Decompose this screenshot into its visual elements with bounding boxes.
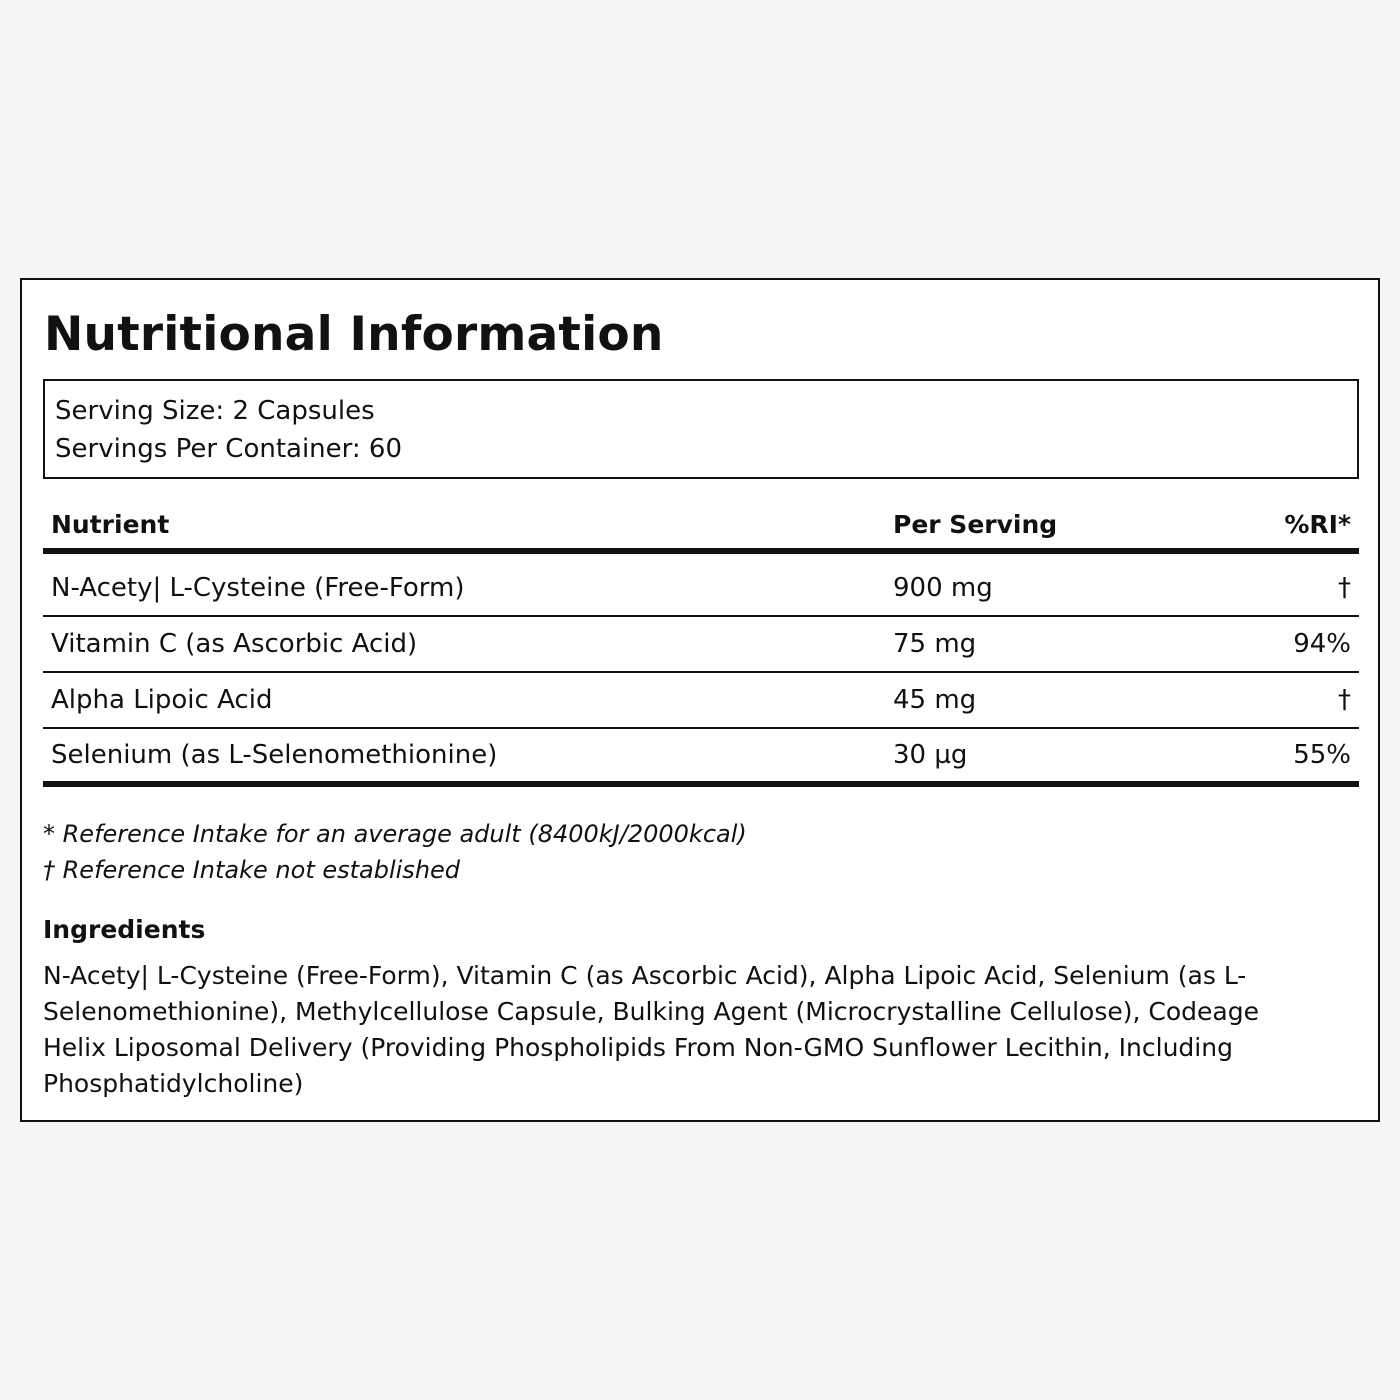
nutrition-label-panel [20,278,1380,1122]
nutrient-amount: 900 mg [893,573,993,603]
nutrient-amount: 75 mg [893,629,977,659]
servings-per-container: Servings Per Container: 60 [55,434,403,464]
table-row [43,673,1359,729]
nutrient-name: N-Acety| L-Cysteine (Free-Form) [51,573,465,603]
footnote-reference-intake: * Reference Intake for an average adult (8400kJ/2000kcal) [43,820,747,848]
nutrient-ri: † [1338,573,1351,603]
header-per-serving: Per Serving [893,509,1058,539]
ingredients-text: N-Acety| L-Cysteine (Free-Form), Vitamin C (as Ascorbic Acid), Alpha Lipoic Acid, Selenium (as L-Selenomethionine), Methylcellulose Capsule, Bulking Agent (Microcrystalline Cellulose), Codeage Helix Liposomal Delivery (Providing Phospholipids From Non-GMO Sunflower Lecithin, Including Phosphatidylcholine) [43,961,1259,1098]
label-title: Nutritional Information [44,307,664,362]
table-row [43,729,1359,787]
serving-info-box [43,379,1359,479]
footnote-not-established: † Reference Intake not established [43,856,461,884]
table-row [43,617,1359,673]
serving-size: Serving Size: 2 Capsules [55,396,375,426]
footnotes [43,816,747,888]
table-header [43,500,1359,554]
nutrient-ri: 55% [1293,740,1351,770]
header-ri: %RI* [1284,509,1351,539]
header-nutrient: Nutrient [51,509,170,539]
ingredients-heading: Ingredients [43,915,206,944]
nutrient-ri: † [1338,685,1351,715]
nutrient-table [43,500,1359,787]
table-row [43,561,1359,617]
nutrient-name: Selenium (as L-Selenomethionine) [51,740,498,770]
table-body [43,561,1359,787]
nutrient-amount: 30 µg [893,740,968,770]
nutrient-name: Alpha Lipoic Acid [51,685,273,715]
nutrient-name: Vitamin C (as Ascorbic Acid) [51,629,418,659]
nutrient-amount: 45 mg [893,685,977,715]
nutrient-ri: 94% [1293,629,1351,659]
